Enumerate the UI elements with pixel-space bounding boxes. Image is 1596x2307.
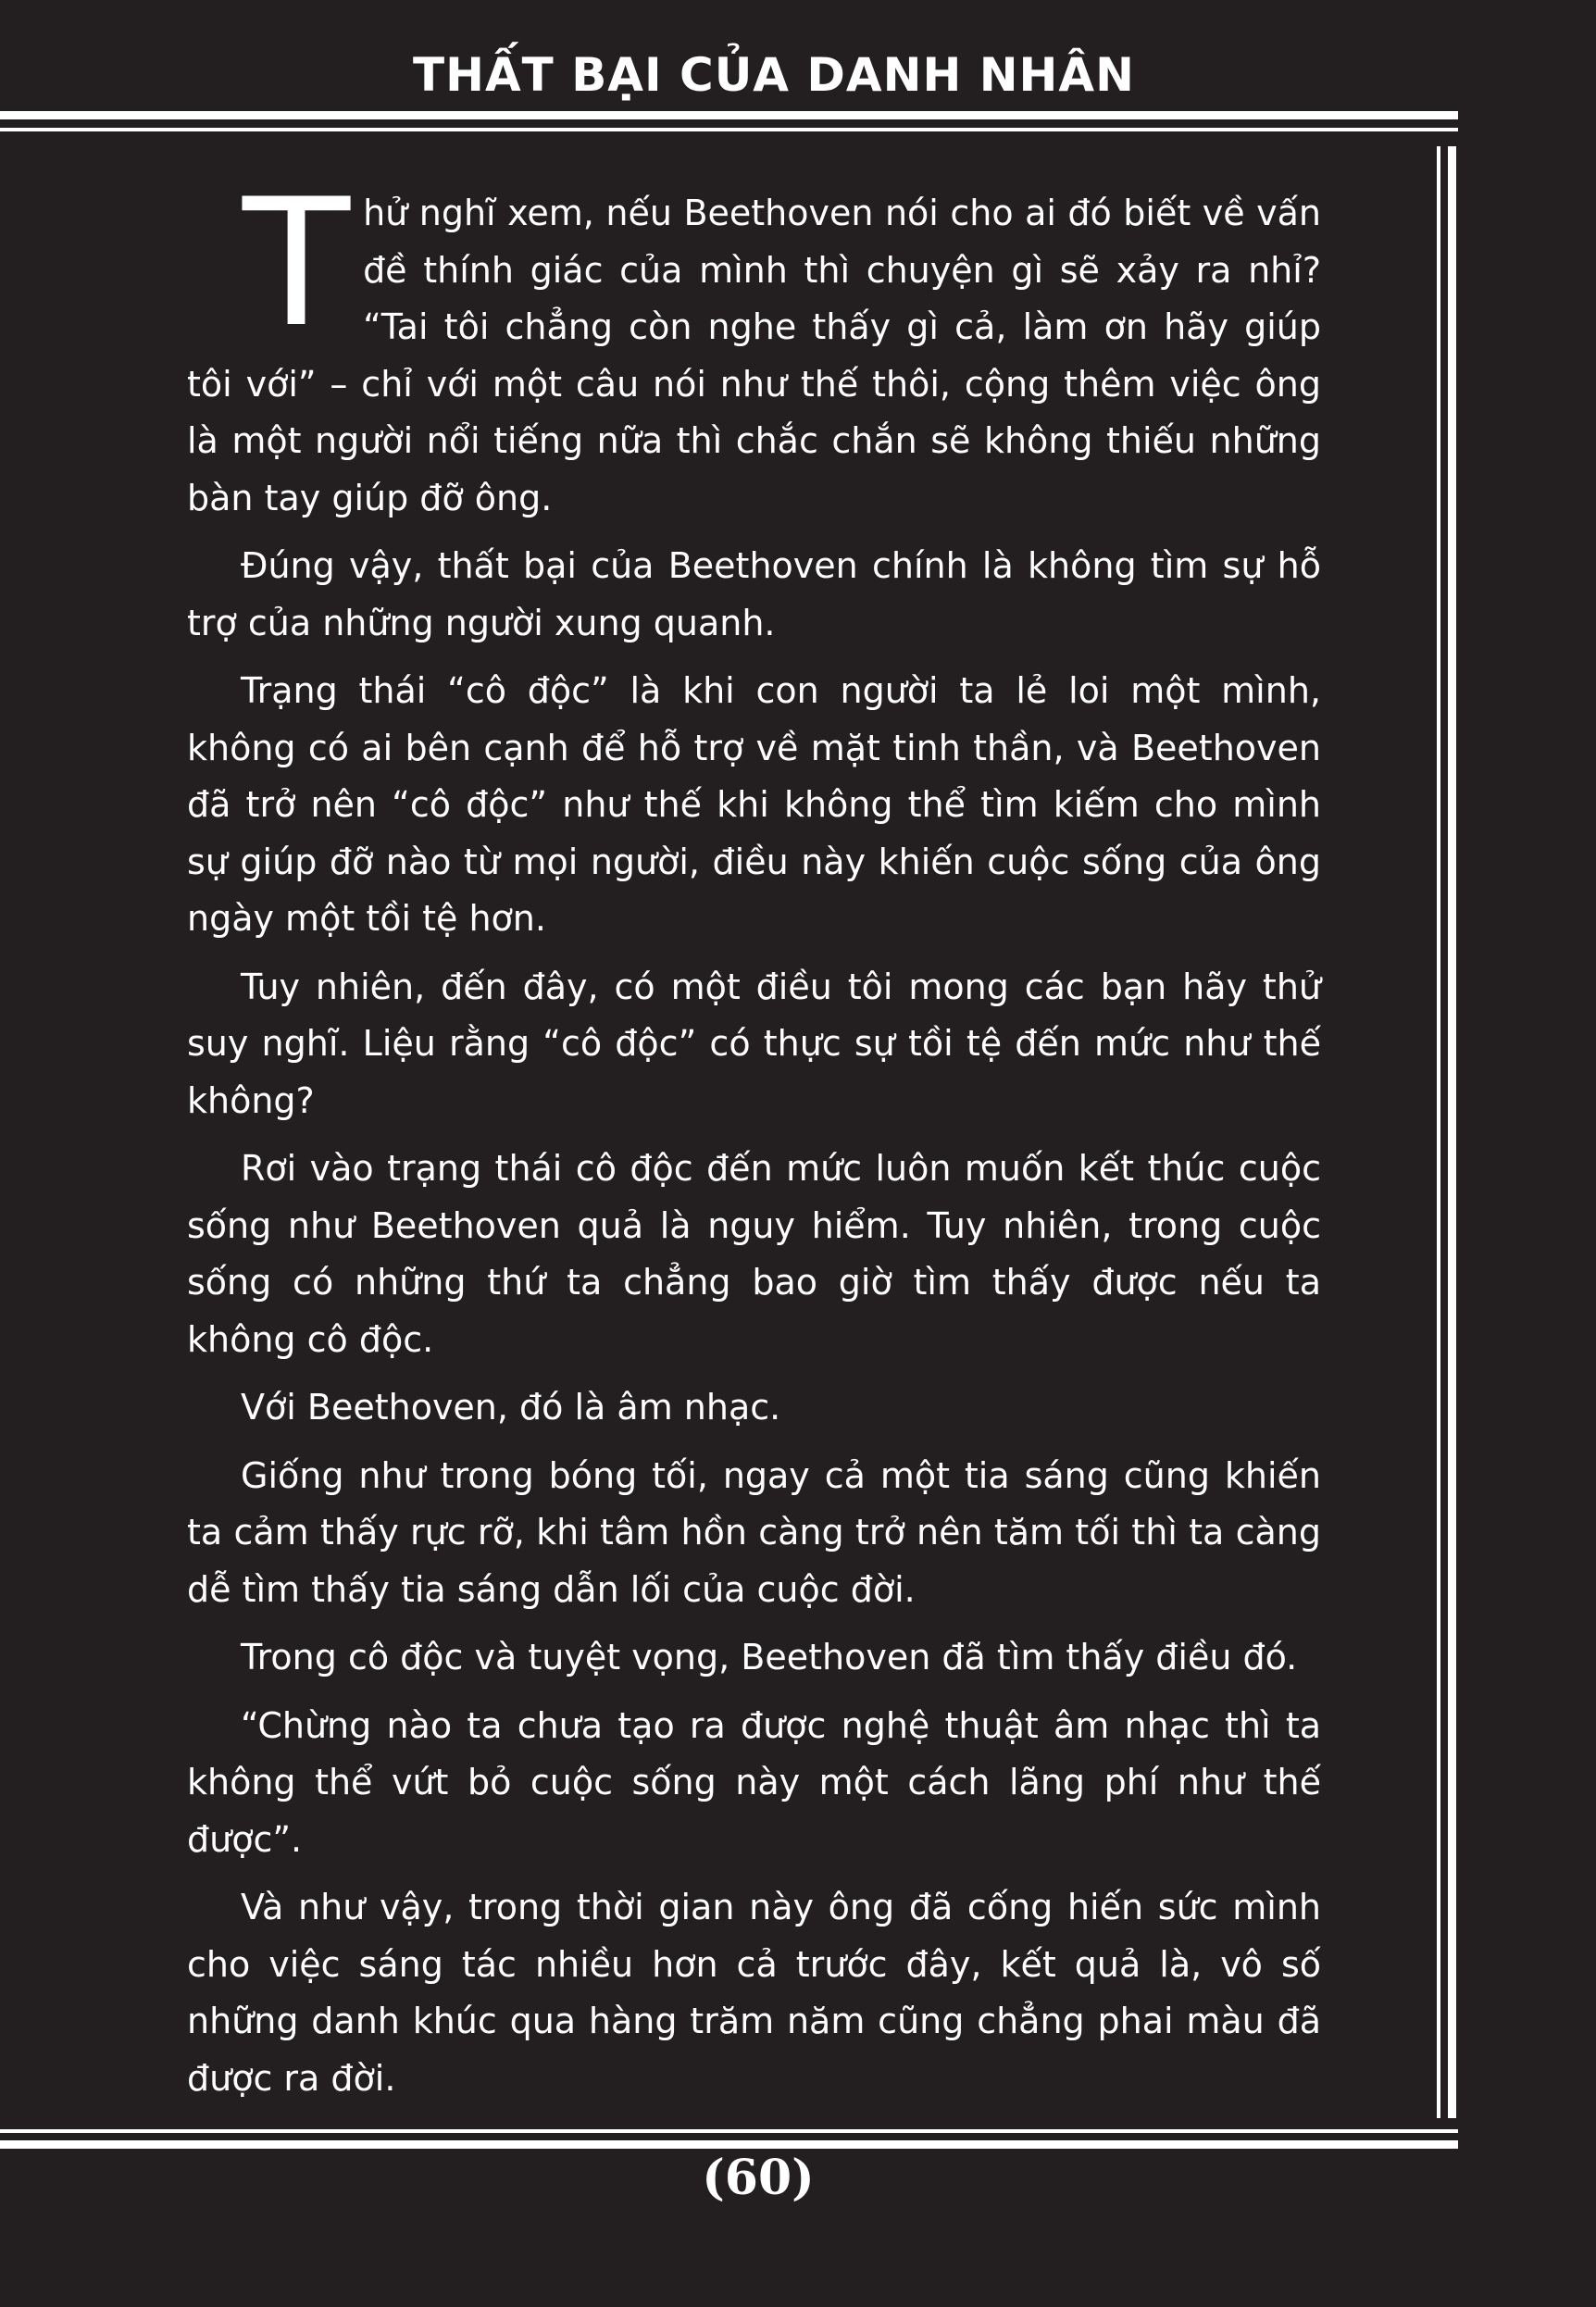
running-header-title: THẤT BẠI CỦA DANH NHÂN bbox=[413, 48, 1135, 102]
paragraph: Và như vậy, trong thời gian này ông đã cống hiến sức mình cho việc sáng tác nhiều hơn cả trước đây, kết quả là, vô số những danh khúc qua hàng trăm năm cũng chẳng phai màu đã được ra đời. bbox=[187, 1887, 1321, 2099]
right-rule-thick bbox=[1448, 146, 1456, 2118]
paragraph: “Chừng nào ta chưa tạo ra được nghệ thuật âm nhạc thì ta không thể vứt bỏ cuộc sống này một cách lãng phí như thế được”. bbox=[187, 1704, 1321, 1860]
paragraph: Đúng vậy, thất bại của Beethoven chính là không tìm sự hỗ trợ của những người xung quanh. bbox=[187, 545, 1321, 643]
right-rule-thin bbox=[1437, 146, 1440, 2118]
paragraph: Tuy nhiên, đến đây, có một điều tôi mong các bạn hãy thử suy nghĩ. Liệu rằng “cô độc” có thực sự tồi tệ đến mức như thế không? bbox=[187, 966, 1321, 1121]
first-paragraph bbox=[187, 161, 1321, 527]
paragraph: Trạng thái “cô độc” là khi con người ta lẻ loi một mình, không có ai bên cạnh để hỗ trợ về mặt tinh thần, và Beethoven đã trở nên “cô độc” như thế khi không thể tìm kiếm cho mình sự giúp đỡ nào từ mọi người, điều này khiến cuộc sống của ông ngày một tồi tệ hơn. bbox=[187, 670, 1321, 939]
body-text bbox=[187, 161, 1321, 2118]
paragraph: Rơi vào trạng thái cô độc đến mức luôn muốn kết thúc cuộc sống như Beethoven quả là nguy hiểm. Tuy nhiên, trong cuộc sống có những thứ ta chẳng bao giờ tìm thấy được nếu ta không cô độc. bbox=[187, 1148, 1321, 1360]
paragraph: Giống như trong bóng tối, ngay cả một tia sáng cũng khiến ta cảm thấy rực rỡ, khi tâm hồn càng trở nên tăm tối thì ta càng dễ tìm thấy tia sáng dẫn lối của cuộc đời. bbox=[187, 1454, 1321, 1610]
paragraph: Với Beethoven, đó là âm nhạc. bbox=[241, 1387, 781, 1428]
page-number: (60) bbox=[702, 2150, 815, 2206]
header-rule-thin bbox=[0, 128, 1458, 131]
header-rule-thick bbox=[0, 111, 1458, 119]
footer-rule-thick bbox=[0, 2140, 1458, 2149]
first-paragraph-text: hử nghĩ xem, nếu Beethoven nói cho ai đó biết về vấn đề thính giác của mình thì chuyện gì sẽ xảy ra nhỉ? “Tai tôi chẳng còn nghe thấy gì cả, làm ơn hãy giúp tôi với” – chỉ với một câu nói như thế thôi, cộng thêm việc ông là một người nổi tiếng nữa thì chắc chắn sẽ không thiếu những bàn tay giúp đỡ ông. bbox=[187, 193, 1321, 518]
footer-rule-thin bbox=[0, 2129, 1458, 2133]
drop-cap: T bbox=[243, 161, 351, 366]
paragraph: Trong cô độc và tuyệt vọng, Beethoven đã tìm thấy điều đó. bbox=[241, 1637, 1298, 1677]
